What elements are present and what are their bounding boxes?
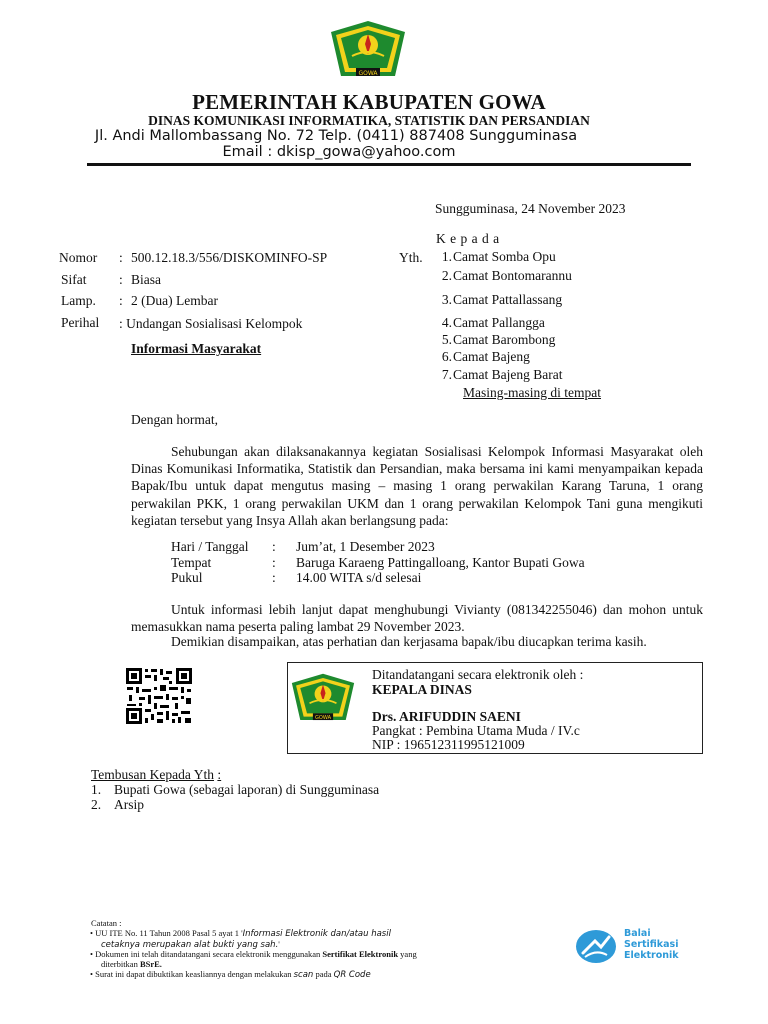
tembusan-item: Bupati Gowa (sebagai laporan) di Sungguminasa [114,782,380,797]
tembusan-number: 1. [91,782,102,797]
signer-nip: NIP : 196512311995121009 [372,737,525,752]
nomor-colon: : [119,250,123,265]
lamp-label: Lamp. [61,293,96,308]
footer-note-3-qr: QR Code [333,970,371,980]
footer-bullet: • [90,949,93,959]
sifat-colon: : [119,272,123,287]
signer-position: KEPALA DINAS [372,682,472,697]
yth-label: Yth. [399,250,423,265]
footer-note-1-end: ' [278,939,280,949]
event-time-label: Pukul [171,570,203,585]
footer-note-3-mid: pada [313,969,334,979]
lamp-value: 2 (Dua) Lembar [131,293,218,308]
body-paragraph-1: Sehubungan akan dilaksanakannya kegiatan Sosialisasi Kelompok Informasi Masyarakat oleh Dinas Komunikasi Informatika, Statistik dan Persandian, maka bersama ini kami menyampaikan kepada Bapak/Ibu untuk dapat mengutus masing – masing 1 orang perwakilan Karang Taruna, 1 orang perwakilan PKK, 1 orang perwakilan UKM dan 1 orang perwakilan Kelompok Tani guna mengikuti kegiatan tersebut yang Insya Allah akan berlangsung pada: [131,444,703,528]
recipient-number: 5. [441,332,452,347]
body-paragraph-2: Untuk informasi lebih lanjut dapat menghubungi Vivianty (081342255046) dan mohon untuk memasukkan nama peserta paling lambat 29 November 2023. [131,602,703,635]
svg-text:GOWA: GOWA [314,715,332,722]
bsre-line-2: Sertifikasi [624,939,679,950]
event-place-value: Baruga Karaeng Pattingalloang, Kantor Bupati Gowa [296,555,585,570]
bsre-line-3: Elektronik [624,950,679,961]
event-day-value: Jum’at, 1 Desember 2023 [296,539,435,554]
recipient-item: Camat Somba Opu [453,249,556,264]
footer-note-1-italic-cont: cetaknya merupakan alat bukti yang sah. [101,940,279,950]
event-place-colon: : [272,555,276,570]
qr-code[interactable] [125,667,193,725]
recipient-number: 4. [441,315,452,330]
greeting: Dengan hormat, [131,412,218,427]
header-divider [87,163,691,166]
perihal-label: Perihal [61,315,100,330]
recipient-number: 7. [441,367,452,382]
perihal-value-continued: Informasi Masyarakat [131,341,262,356]
signed-by-label: Ditandatangani secara elektronik oleh : [372,667,584,682]
recipient-number: 3. [441,292,452,307]
footer-note-1-italic: Informasi Elektronik dan/atau hasil [242,929,391,939]
footer-note-2-text: Dokumen ini telah ditandatangani secara elektronik menggunakan [95,949,323,959]
footer-note-2-tail: yang [398,949,417,959]
signer-name: Drs. ARIFUDDIN SAENI [372,709,521,724]
email-line: Email : dkisp_gowa@yahoo.com [222,144,456,160]
event-day-colon: : [272,539,276,554]
recipient-item: Camat Barombong [453,332,556,347]
closing-line: Demikian disampaikan, atas perhatian dan kerjasama bapak/ibu diucapkan terima kasih. [171,634,647,649]
recipient-number: 2. [441,268,452,283]
gowa-logo [330,20,406,82]
recipient-item: Camat Pallangga [453,315,545,330]
footer-note-2-cont-text: diterbitkan [101,959,140,969]
recipient-item: Camat Bontomarannu [453,268,572,283]
tembusan-title [91,767,221,783]
government-title: PEMERINTAH KABUPATEN GOWA [192,90,546,114]
address-line: Jl. Andi Mallombassang No. 72 Telp. (0411) 887408 Sungguminasa [94,128,578,144]
sifat-value: Biasa [131,272,161,287]
sifat-label: Sifat [61,272,87,287]
bsre-logo-icon [575,929,617,964]
recipient-item: Camat Bajeng [453,349,530,364]
tembusan-title-text: Tembusan Kepada Yth [91,767,215,782]
recipients-place: Masing-masing di tempat [463,385,601,400]
footer-bullet: • [90,928,93,938]
footer-note-2-bold: Sertifikat Elektronik [322,949,399,959]
event-time-colon: : [272,570,276,585]
footer-note-3 [90,969,371,981]
signer-rank: Pangkat : Pembina Utama Muda / IV.c [372,723,580,738]
lamp-colon: : [119,293,123,308]
bsre-logo-text [624,928,679,961]
perihal-value: : Undangan Sosialisasi Kelompok [119,316,303,331]
tembusan-item: Arsip [114,797,144,812]
footer-note-2-bsre: BSrE. [139,959,162,969]
kepada-label: K e p a d a [436,231,500,246]
footer-note-1-text: UU ITE No. 11 Tahun 2008 Pasal 5 ayat 1 ' [95,928,243,938]
footer-note-3-text: Surat ini dapat dibuktikan keasliannya dengan melakukan [95,969,294,979]
bsre-line-1: Balai [624,928,651,939]
letter-date: Sungguminasa, 24 November 2023 [435,201,626,216]
tembusan-title-colon: : [217,767,222,782]
recipient-number: 1. [441,249,452,264]
footer-catatan: Catatan : [91,918,122,928]
footer-note-3-scan: scan [293,970,314,980]
tembusan-number: 2. [91,797,102,812]
gowa-logo [291,671,355,727]
recipient-item: Camat Pattallassang [453,292,563,307]
svg-text:GOWA: GOWA [358,70,378,77]
footer-bullet: • [90,969,93,979]
department-title: DINAS KOMUNIKASI INFORMATIKA, STATISTIK DAN PERSANDIAN [148,113,590,128]
event-time-value: 14.00 WITA s/d selesai [296,570,422,585]
nomor-value: 500.12.18.3/556/DISKOMINFO-SP [131,250,328,265]
nomor-label: Nomor [59,250,98,265]
recipient-number: 6. [441,349,452,364]
event-day-label: Hari / Tanggal [171,539,249,554]
recipient-item: Camat Bajeng Barat [453,367,563,382]
event-place-label: Tempat [171,555,212,570]
